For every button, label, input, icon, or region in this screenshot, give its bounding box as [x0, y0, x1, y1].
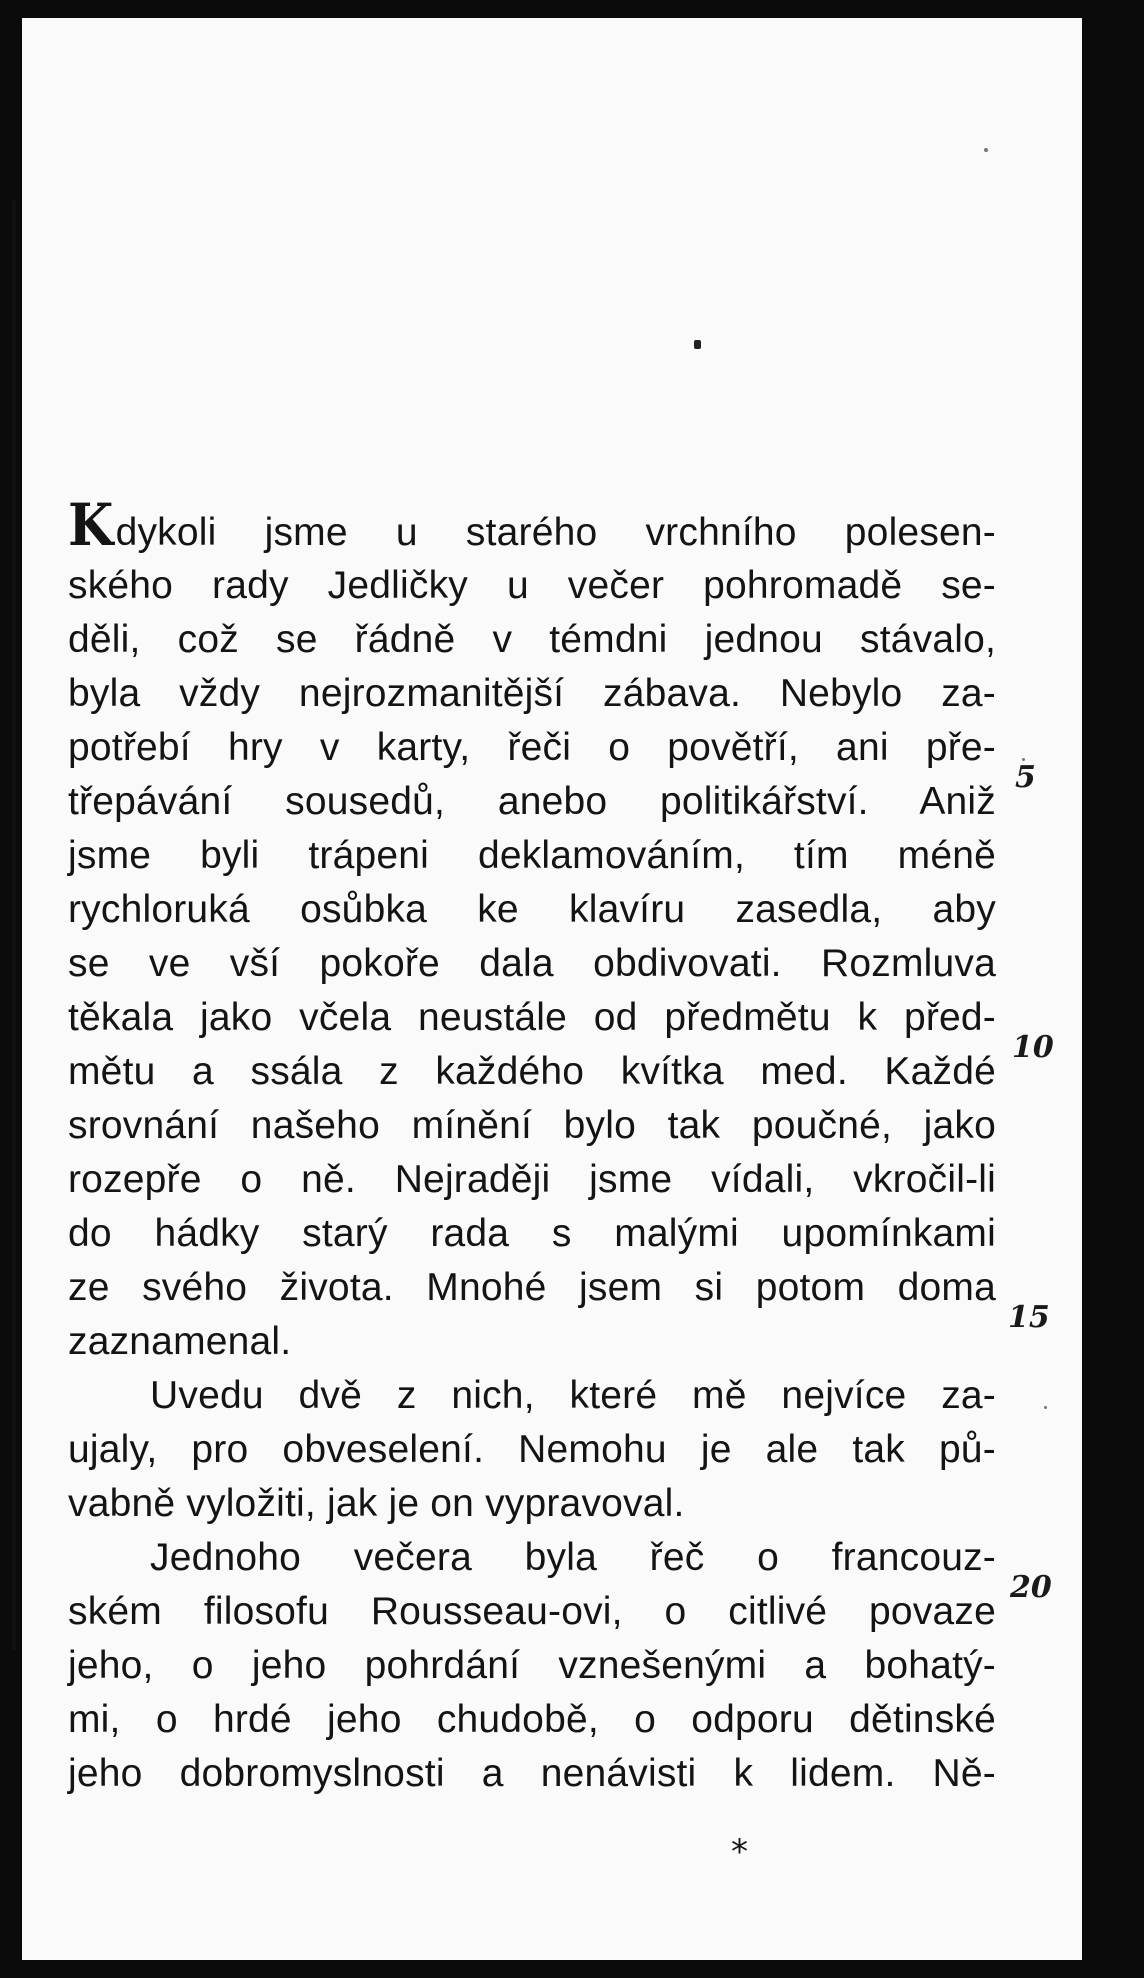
text-line: Jednoho večera byla řeč o francouz- [150, 1536, 996, 1579]
text-line: zaznamenal. [68, 1320, 292, 1363]
paper-speck [984, 148, 988, 152]
margin-line-number: 10 [1012, 1030, 1054, 1065]
text-line: srovnání našeho mínění bylo tak poučné, jako [68, 1104, 996, 1147]
paper-speck [1044, 1406, 1047, 1409]
margin-line-number: 15 [1008, 1300, 1050, 1335]
text-line: ského rady Jedličky u večer pohromadě se- [68, 564, 996, 607]
text-line: byla vždy nejrozmanitější zábava. Nebylo za- [68, 672, 996, 715]
text-line: třepávání sousedů, anebo politikářství. Aniž [68, 780, 996, 823]
text-line: jsme byli trápeni deklamováním, tím méně [68, 834, 996, 877]
body-text [68, 491, 996, 1801]
binding-edge [12, 200, 16, 1650]
text-line: jeho dobromyslnosti a nenávisti k lidem. Ně- [68, 1752, 996, 1795]
text-line: jeho, o jeho pohrdání vznešenými a bohatý- [68, 1644, 996, 1687]
text-line: mětu a ssála z každého kvítka med. Každé [68, 1050, 996, 1093]
text-line: do hádky starý rada s malými upomínkami [68, 1212, 996, 1255]
text-line: ze svého života. Mnohé jsem si potom doma [68, 1266, 996, 1309]
text-line: rychloruká osůbka ke klavíru zasedla, aby [68, 888, 996, 931]
signature-mark: * [731, 1832, 748, 1872]
text-line: děli, což se řádně v témdni jednou stávalo, [68, 618, 996, 661]
text-line: potřebí hry v karty, řeči o povětří, ani pře- [68, 726, 996, 769]
text-line: se ve vší pokoře dala obdivovati. Rozmluva [68, 942, 996, 985]
text-line: Uvedu dvě z nich, které mě nejvíce za- [150, 1374, 996, 1417]
text-line: mi, o hrdé jeho chudobě, o odporu dětinské [68, 1698, 996, 1741]
text-line: ském filosofu Rousseau-ovi, o citlivé povaze [68, 1590, 996, 1633]
text-line: ujaly, pro obveselení. Nemohu je ale tak pů- [68, 1428, 996, 1471]
text-line: vabně vyložiti, jak je on vypravoval. [68, 1482, 685, 1525]
drop-cap: K [68, 491, 114, 559]
text-line: Kdykoli jsme u starého vrchního polesen- [68, 491, 996, 559]
text-line: rozepře o ně. Nejraději jsme vídali, vkročil-li [68, 1158, 996, 1201]
margin-line-number: 20 [1010, 1570, 1052, 1605]
ink-dot [694, 340, 701, 349]
margin-line-number: 5 [1015, 760, 1036, 795]
text-line: těkala jako včela neustále od předmětu k před- [68, 996, 996, 1039]
